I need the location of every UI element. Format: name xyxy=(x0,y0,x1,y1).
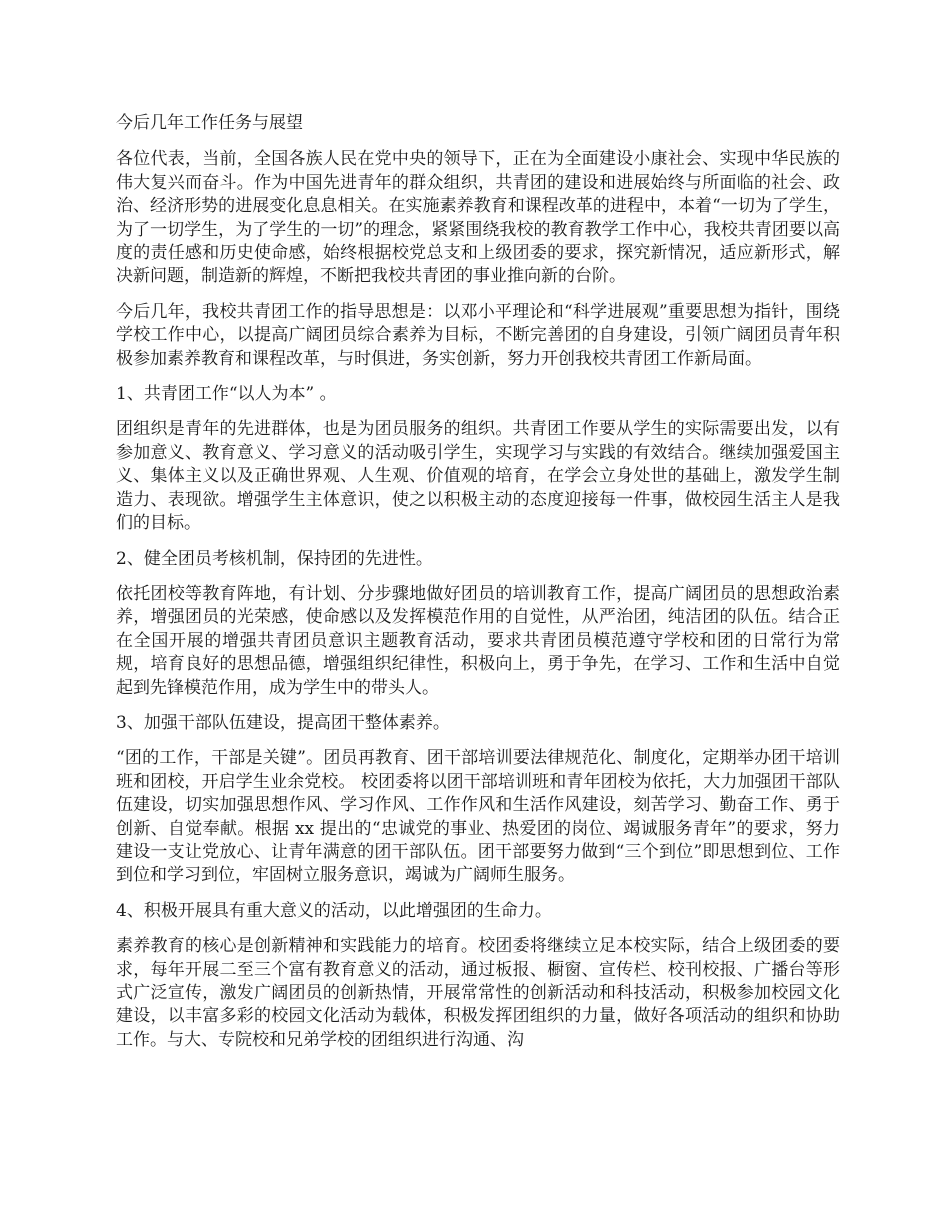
document-page xyxy=(116,112,840,1064)
section-body-4: 素养教育的核心是创新精神和实践能力的培育。校团委将继续立足本校实际，结合上级团委的要求，每年开展二至三个富有教育意义的活动，通过板报、橱窗、宣传栏、校刊校报、广播台等形式广泛宣传，激发广阔团员的创新热情，开展常常性的创新活动和科技活动，积极参加校园文化建设，以丰富多彩的校园文化活动为载体，积极发挥团组织的力量，做好各项活动的组织和协助工作。与大、专院校和兄弟学校的团组织进行沟通、沟 xyxy=(116,936,840,1050)
section-body-1: 团组织是青年的先进群体，也是为团员服务的组织。共青团工作要从学生的实际需要出发，以有参加意义、教育意义、学习意义的活动吸引学生，实现学习与实践的有效结合。继续加强爱国主义、集体主义以及正确世界观、人生观、价值观的培育，在学会立身处世的基础上，激发学生制造力、表现欲。增强学生主体意识，使之以积极主动的态度迎接每一件事，做校园生活主人是我们的目标。 xyxy=(116,419,840,534)
section-body-3: “团的工作，干部是关键”。团员再教育、团干部培训要法律规范化、制度化，定期举办团干培训班和团校，开启学生业余党校。 校团委将以团干部培训班和青年团校为依托，大力加强团干部队伍建设，切实加强思想作风、学习作风、工作作风和生活作风建设，刻苦学习、勤奋工作、勇于创新、自觉奉献。根据 xx 提出的“忠诚党的事业、热爱团的岗位、竭诚服务青年”的要求，努力建设一支让党放心、让青年满意的团干部队伍。团干部要努力做到“三个到位”即思想到位、工作到位和学习到位，牢固树立服务意识，竭诚为广阔师生服务。 xyxy=(116,748,840,886)
section-body-2: 依托团校等教育阵地，有计划、分步骤地做好团员的培训教育工作，提高广阔团员的思想政治素养，增强团员的光荣感，使命感以及发挥模范作用的自觉性，从严治团，纯洁团的队伍。结合正在全国开展的增强共青团员意识主题教育活动，要求共青团员模范遵守学校和团的日常行为常规，培育良好的思想品德，增强组织纪律性，积极向上，勇于争先，在学习、工作和生活中自觉起到先锋模范作用，成为学生中的带头人。 xyxy=(116,583,840,698)
intro-paragraph: 各位代表，当前，全国各族人民在党中央的领导下，正在为全面建设小康社会、实现中华民族的伟大复兴而奋斗。作为中国先进青年的群众组织，共青团的建设和进展始终与所面临的社会、政治、经济形势的进展变化息息相关。在实施素养教育和课程改革的进程中，本着“一切为了学生，为了一切学生，为了学生的一切”的理念，紧紧围绕我校的教育教学工作中心，我校共青团要以高度的责任感和历史使命感，始终根据校党总支和上级团委的要求，探究新情况，适应新形式，解决新问题，制造新的辉煌，不断把我校共青团的事业推向新的台阶。 xyxy=(116,149,840,287)
section-heading-1: 1、共青团工作“以人为本” 。 xyxy=(116,384,337,405)
document-title: 今后几年工作任务与展望 xyxy=(116,113,303,133)
section-heading-4: 4、积极开展具有重大意义的活动，以此增强团的生命力。 xyxy=(116,900,552,921)
section-heading-3: 3、加强干部队伍建设，提高团干整体素养。 xyxy=(116,712,450,733)
guiding-ideology-paragraph: 今后几年，我校共青团工作的指导思想是：以邓小平理论和“科学进展观”重要思想为指针，围绕学校工作中心，以提高广阔团员综合素养为目标，不断完善团的自身建设，引领广阔团员青年积极参加素养教育和课程改革，与时俱进，务实创新，努力开创我校共青团工作新局面。 xyxy=(116,301,840,369)
section-heading-2: 2、健全团员考核机制，保持团的先进性。 xyxy=(116,548,433,569)
